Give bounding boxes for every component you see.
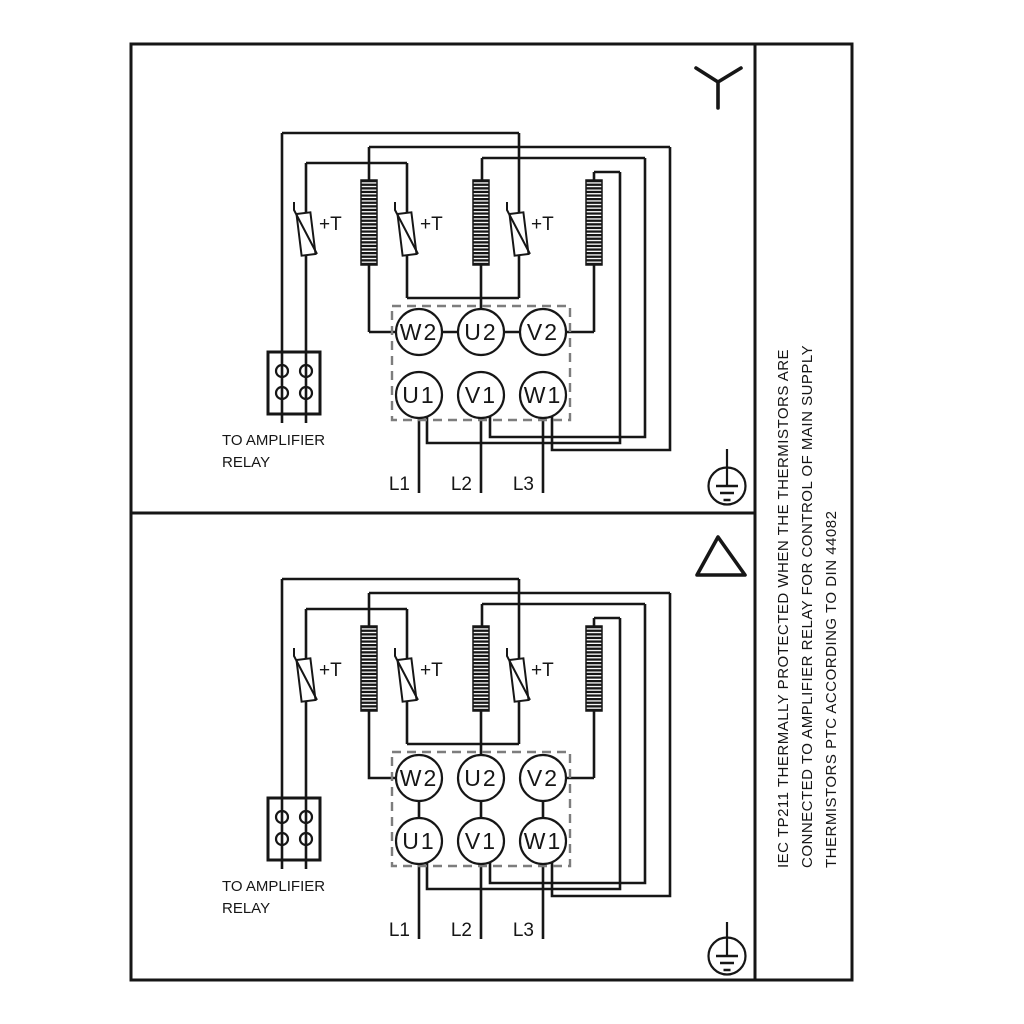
amplifier-relay-connector xyxy=(268,798,320,860)
winding-coil-3 xyxy=(586,626,602,711)
thermistor-1-icon xyxy=(294,202,342,256)
note-line-3: THERMISTORS PTC ACCORDING TO DIN 44082 xyxy=(823,510,840,868)
thermistor-3-label: +T xyxy=(531,214,554,235)
terminal-label-U2: U2 xyxy=(464,765,498,791)
terminal-label-W1: W1 xyxy=(523,828,563,854)
thermistor-1-icon xyxy=(294,648,342,702)
delta-connection-icon xyxy=(697,537,745,575)
terminal-label-W2: W2 xyxy=(399,765,439,791)
supply-label-L1: L1 xyxy=(388,920,410,941)
terminal-label-V1: V1 xyxy=(464,828,498,854)
supply-label-L2: L2 xyxy=(450,474,472,495)
thermistor-3-label: +T xyxy=(531,660,554,681)
winding-coil-3 xyxy=(586,180,602,265)
terminal-label-W2: W2 xyxy=(399,319,439,345)
thermistor-2-icon xyxy=(395,648,443,702)
thermistor-1-label: +T xyxy=(319,214,342,235)
relay-caption-line1: TO AMPLIFIER xyxy=(222,432,326,449)
winding-coil-1 xyxy=(361,626,377,711)
relay-caption-line2: RELAY xyxy=(222,900,271,917)
terminal-label-W1: W1 xyxy=(523,382,563,408)
terminal-label-V2: V2 xyxy=(526,765,560,791)
terminal-label-U1: U1 xyxy=(402,828,436,854)
note-line-1: IEC TP211 THERMALLY PROTECTED WHEN THE THERMISTORS ARE xyxy=(775,348,792,868)
terminal-label-V2: V2 xyxy=(526,319,560,345)
winding-coil-2 xyxy=(473,626,489,711)
terminals xyxy=(396,309,566,418)
star-connection-icon xyxy=(696,68,741,108)
thermistor-1-label: +T xyxy=(319,660,342,681)
relay-caption-line2: RELAY xyxy=(222,454,271,471)
sidebar-note xyxy=(775,345,840,868)
supply-label-L3: L3 xyxy=(512,474,534,495)
thermistor-2-icon xyxy=(395,202,443,256)
supply-label-L1: L1 xyxy=(388,474,410,495)
relay-caption-line1: TO AMPLIFIER xyxy=(222,878,326,895)
terminal-label-V1: V1 xyxy=(464,382,498,408)
terminal-label-U1: U1 xyxy=(402,382,436,408)
thermistor-3-icon xyxy=(507,202,554,256)
supply-label-L3: L3 xyxy=(512,920,534,941)
winding-coil-2 xyxy=(473,180,489,265)
supply-label-L2: L2 xyxy=(450,920,472,941)
panel-delta xyxy=(222,537,746,975)
earth-ground-icon xyxy=(709,449,746,505)
thermistor-3-icon xyxy=(507,648,554,702)
thermistor-2-label: +T xyxy=(420,214,443,235)
note-line-2: CONNECTED TO AMPLIFIER RELAY FOR CONTROL OF MAIN SUPPLY xyxy=(799,344,816,868)
thermistor-2-label: +T xyxy=(420,660,443,681)
earth-ground-icon xyxy=(709,922,746,975)
winding-coil-1 xyxy=(361,180,377,265)
panel-star xyxy=(222,68,746,505)
terminal-label-U2: U2 xyxy=(464,319,498,345)
amplifier-relay-connector xyxy=(268,352,320,414)
